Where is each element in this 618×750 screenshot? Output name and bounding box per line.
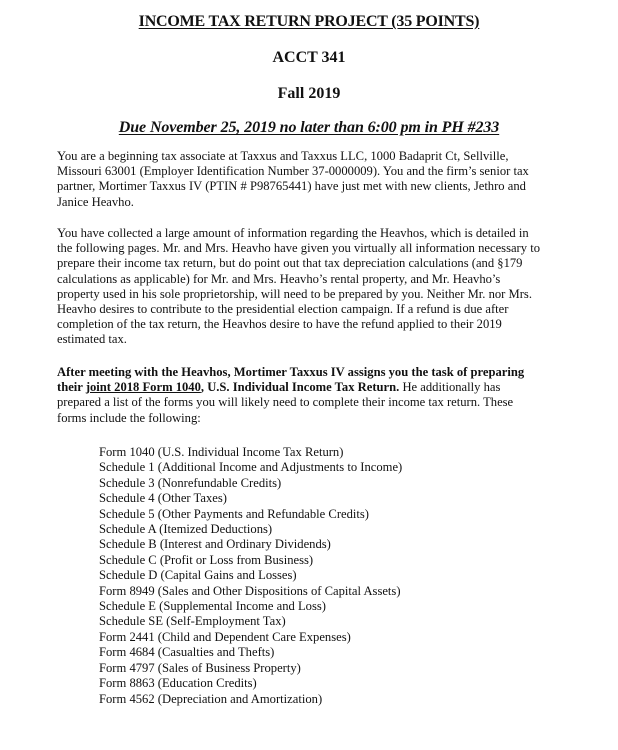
form-list-item: Form 2441 (Child and Dependent Care Expenses) (99, 629, 351, 644)
information-paragraph (57, 226, 582, 348)
plain-text: He additionally has (399, 380, 501, 395)
paragraph-line: estimated tax. (57, 332, 127, 347)
form-list-item: Form 4684 (Casualties and Thefts) (99, 645, 275, 660)
form-list-item: Schedule 4 (Other Taxes) (99, 491, 227, 506)
paragraph-line: prepared a list of the forms you will likely need to complete their income tax return. These (57, 395, 514, 410)
paragraph-line: Missouri 63001 (Employer Identification Number 37-0000009). You and the firm’s senior tax (57, 164, 529, 179)
paragraph-line: the following pages. Mr. and Mrs. Heavho have given you virtually all information necessary to (57, 241, 540, 256)
paragraph-line: Janice Heavho. (57, 194, 134, 209)
paragraph-line (57, 380, 582, 395)
paragraph-line: forms include the following: (57, 410, 201, 425)
form-list-item: Schedule D (Capital Gains and Losses) (99, 568, 297, 583)
form-list-item: Schedule 5 (Other Payments and Refundable Credits) (99, 506, 369, 521)
paragraph-line: You are a beginning tax associate at Taxxus and Taxxus LLC, 1000 Badaprit Ct, Sellville, (57, 149, 509, 163)
form-list-item: Schedule C (Profit or Loss from Business) (99, 552, 314, 567)
form-list-item: Schedule SE (Self-Employment Tax) (99, 614, 286, 629)
paragraph-line: property used in his sole proprietorship, will need to be prepared by you. Neither Mr. nor Mrs. (57, 286, 532, 301)
form-list-item: Schedule 1 (Additional Income and Adjustments to Income) (99, 460, 403, 475)
form-list-item: Form 4562 (Depreciation and Amortization) (99, 691, 323, 706)
form-list-item: Form 4797 (Sales of Business Property) (99, 660, 301, 675)
bold-text: their (57, 380, 86, 395)
form-list-item: Schedule B (Interest and Ordinary Dividends) (99, 537, 331, 552)
paragraph-line: prepare their income tax return, but do point out that tax depreciation calculations (and §179 (57, 256, 523, 271)
course-code: ACCT 341 (272, 49, 346, 66)
paragraph-line: You have collected a large amount of information regarding the Heavhos, which is detailed in (57, 226, 529, 240)
document-title: INCOME TAX RETURN PROJECT (35 POINTS) (138, 13, 480, 30)
form-list-item: Schedule A (Itemized Deductions) (99, 522, 273, 537)
form-list-item: Form 1040 (U.S. Individual Income Tax Return) (99, 445, 344, 459)
bold-text: , U.S. Individual Income Tax Return. (200, 380, 400, 395)
form-list-item: Form 8949 (Sales and Other Dispositions of Capital Assets) (99, 583, 401, 598)
forms-list (99, 445, 559, 707)
paragraph-line: completion of the tax return, the Heavhos desire to have the refund applied to their 2019 (57, 317, 502, 332)
assignment-paragraph (57, 365, 582, 426)
paragraph-line: After meeting with the Heavhos, Mortimer Taxxus IV assigns you the task of preparing (57, 365, 525, 379)
intro-paragraph (57, 149, 582, 210)
term: Fall 2019 (277, 85, 341, 102)
form-list-item: Form 8863 (Education Credits) (99, 676, 257, 691)
form-list-item: Schedule E (Supplemental Income and Loss) (99, 599, 326, 614)
paragraph-line: calculations as applicable) for Mr. and Mrs. Heavho’s rental property, and Mr. Heavho’s (57, 271, 501, 286)
paragraph-line: Heavho desires to contribute to the presidential election campaign. If a refund is due after (57, 302, 509, 317)
due-date: Due November 25, 2019 no later than 6:00 pm in PH #233 (118, 119, 500, 136)
paragraph-line: partner, Mortimer Taxxus IV (PTIN # P98765441) have just met with new clients, Jethro and (57, 179, 526, 194)
form-list-item: Schedule 3 (Nonrefundable Credits) (99, 475, 282, 490)
form-1040-reference: joint 2018 Form 1040 (85, 380, 201, 395)
